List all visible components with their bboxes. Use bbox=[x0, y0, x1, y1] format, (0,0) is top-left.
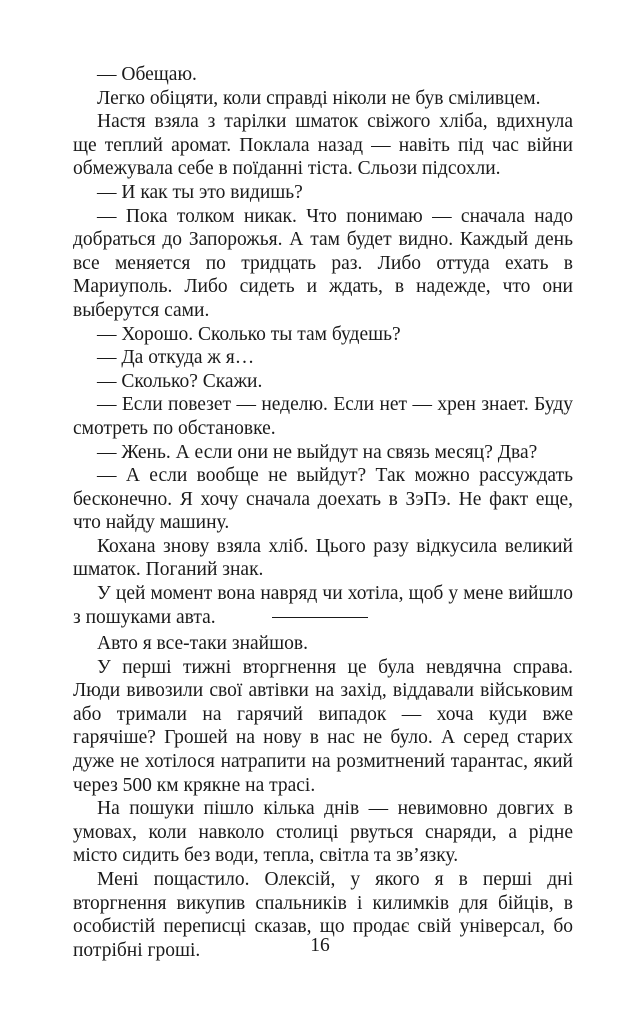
paragraph: Мені пощастило. Олексій, у якого я в перші дні вторгнення викупив спальників і килимків для бійців, в особистій переписці сказав, що продає свій універсал, бо потрібні гроші. bbox=[73, 868, 573, 961]
paragraph: Авто я все-таки знайшов. bbox=[97, 633, 308, 654]
paragraph: — А если вообще не выйдут? Так можно рассуждать бесконечно. Я хочу сначала доехать в ЗэПэ. Не факт еще, что найду машину. bbox=[73, 465, 573, 534]
text-section-1 bbox=[73, 63, 573, 629]
page-number: 16 bbox=[310, 935, 330, 956]
paragraph: Кохана знову взяла хліб. Цього разу відкусила великий шматок. Поганий знак. bbox=[73, 535, 573, 581]
paragraph: — Обещаю. bbox=[97, 64, 197, 85]
paragraph: У перші тижні вторгнення це була невдячна справа. Люди вивозили свої автівки на захід, віддавали військовим або тримали на гарячий випадок — хоча куди вже гарячіше? Грошей на нову в нас не було. А серед старих дуже не хотілося натрапити на розмитнений тарантас, який через 500 км крякне на трасі. bbox=[73, 656, 573, 796]
paragraph: Легко обіцяти, коли справді ніколи не був сміливцем. bbox=[97, 87, 541, 109]
paragraph: — Если повезет — неделю. Если нет — хрен знает. Буду смотреть по обстановке. bbox=[73, 394, 573, 439]
paragraph: — Жень. А если они не выйдут на связь месяц? Два? bbox=[97, 441, 538, 463]
paragraph: — Да откуда ж я… bbox=[97, 347, 255, 369]
paragraph: У цей момент вона навряд чи хотіла, щоб у мене вийшло з пошуками авта. bbox=[73, 583, 573, 628]
paragraph: — Пока толком никак. Что понимаю — сначала надо добраться до Запорожья. А там будет видно. Каждый день все меняется по тридцать раз. Либо оттуда ехать в Мариуполь. Либо сидеть и ждать, в надежде, что они выберутся сами. bbox=[73, 205, 573, 321]
paragraph: — Хорошо. Сколько ты там будешь? bbox=[97, 323, 401, 345]
paragraph: На пошуки пішло кілька днів — невимовно довгих в умовах, коли навколо столиці рвуться снаряди, а рідне місто сидить без води, тепла, світла та зв’язку. bbox=[73, 798, 573, 867]
section-break-rule bbox=[272, 617, 368, 618]
text-section-2 bbox=[73, 632, 573, 962]
paragraph: Настя взяла з тарілки шматок свіжого хліба, вдихнула ще теплий аромат. Поклала назад — навіть під час війни обмежувала себе в поїданні тіста. Сльози підсохли. bbox=[73, 111, 573, 180]
paragraph: — Сколько? Скажи. bbox=[97, 370, 263, 392]
paragraph: — И как ты это видишь? bbox=[97, 181, 303, 203]
